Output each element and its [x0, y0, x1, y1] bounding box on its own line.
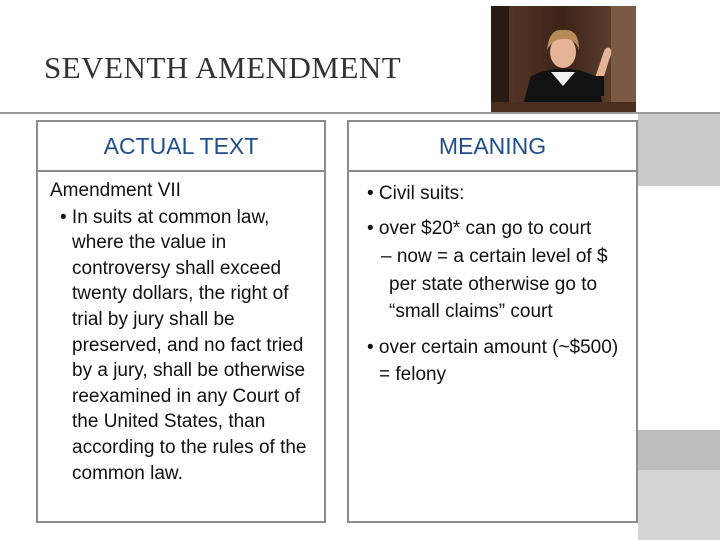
page-title: SEVENTH AMENDMENT — [44, 50, 402, 85]
meaning-bullet-civil-suits: • Civil suits: — [367, 183, 465, 204]
side-bar-middle — [638, 430, 720, 470]
meaning-sub-bullet: – now = a certain level of $ per state otherwise go to “small claims” court — [381, 246, 608, 322]
side-bar-top — [638, 114, 720, 186]
actual-text-header: ACTUAL TEXT — [38, 122, 324, 172]
meaning-panel — [347, 120, 638, 523]
amendment-heading: Amendment VII — [50, 180, 181, 201]
title-divider — [0, 112, 720, 114]
meaning-header: MEANING — [349, 122, 636, 172]
photo — [491, 6, 636, 112]
amendment-text: • In suits at common law, where the value in controversy shall exceed twenty dollars, the right of trial by jury shall be preserved, and no fact tried by a jury, shall be otherwise reexamined in any Court of the United States, than according to the rules of the common law. — [60, 206, 307, 484]
actual-text-panel — [36, 120, 326, 523]
meaning-bullet-over-amount: • over certain amount (~$500) = felony — [367, 336, 619, 385]
meaning-bullet-over-20: • over $20* can go to court — [367, 217, 592, 239]
side-bar-bottom — [638, 470, 720, 540]
judge-photo-icon — [491, 6, 636, 112]
